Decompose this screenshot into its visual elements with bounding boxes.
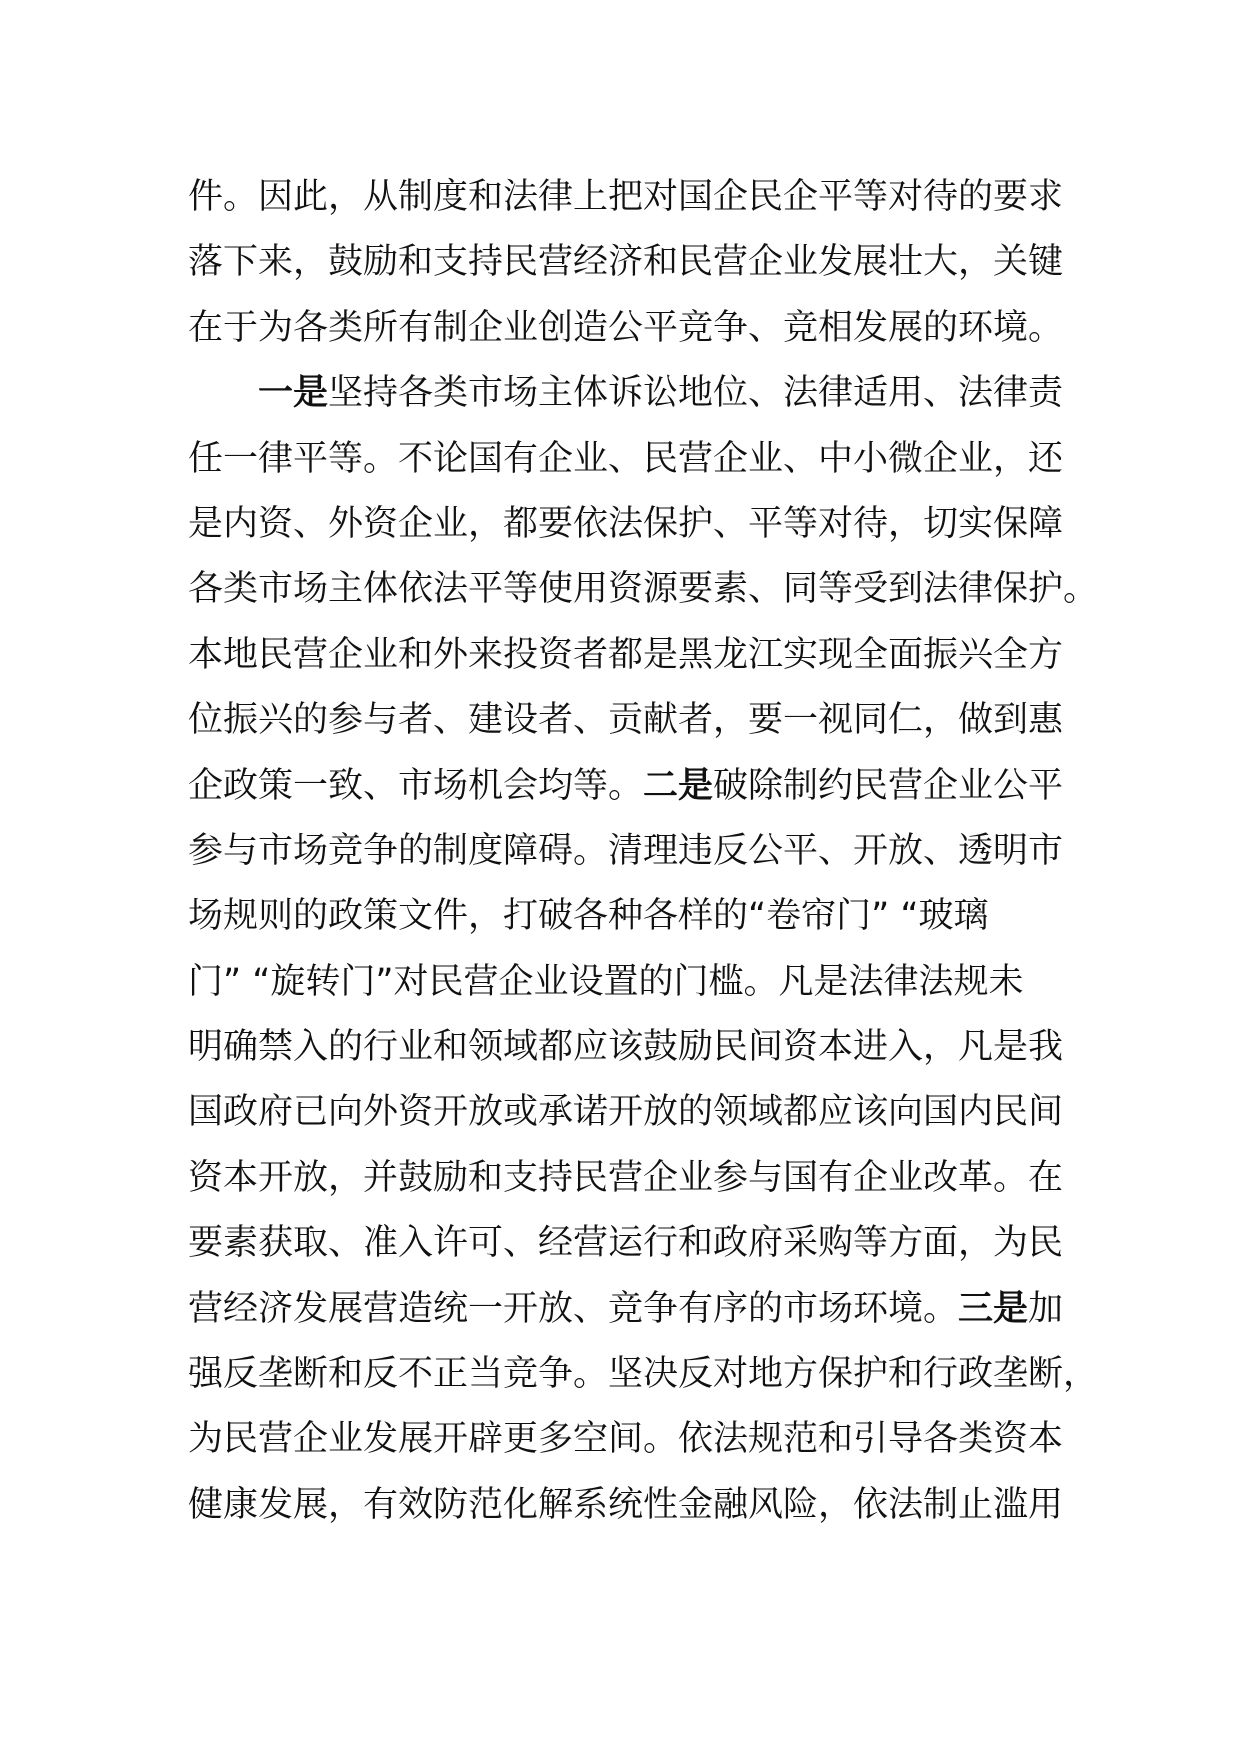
text-line xyxy=(188,884,1088,949)
text-run: 要素获取、准入许可、经营运行和政府采购等方面，为民 xyxy=(188,1223,1064,1264)
text-line xyxy=(188,165,1088,230)
text-line xyxy=(188,361,1088,426)
text-run: 是内资、外资企业，都要依法保护、平等对待，切实保障 xyxy=(188,503,1064,544)
text-line xyxy=(188,1277,1088,1342)
text-line xyxy=(188,557,1099,622)
text-line xyxy=(188,688,1088,753)
emphasis-text: 三是 xyxy=(958,1288,1029,1329)
text-line xyxy=(188,1342,1099,1407)
emphasis-text: 一是 xyxy=(258,373,329,414)
text-run: 各类市场主体依法平等使用资源要素、同等受到法律保护。 xyxy=(188,569,1099,610)
text-run: 参与市场竞争的制度障碍。清理违反公平、开放、透明市 xyxy=(188,830,1064,871)
text-line xyxy=(188,1407,1088,1472)
text-run: 破除制约民营企业公平 xyxy=(713,765,1064,806)
text-run: 在于为各类所有制企业创造公平竞争、竞相发展的环境。 xyxy=(188,307,1064,348)
text-line xyxy=(188,230,1088,295)
text-line xyxy=(188,950,1088,1015)
text-line xyxy=(188,819,1088,884)
text-run: 门” “旋转门”对民营企业设置的门槛。凡是法律法规未 xyxy=(188,961,1024,1002)
text-run: 落下来，鼓励和支持民营经济和民营企业发展壮大，关键 xyxy=(188,242,1064,283)
text-line xyxy=(188,427,1088,492)
text-run: 本地民营企业和外来投资者都是黑龙江实现全面振兴全方 xyxy=(188,634,1064,675)
text-run: 为民营企业发展开辟更多空间。依法规范和引导各类资本 xyxy=(188,1419,1064,1460)
text-run: 坚持各类市场主体诉讼地位、法律适用、法律责 xyxy=(328,373,1064,414)
text-line xyxy=(188,296,1088,361)
text-run: 任一律平等。不论国有企业、民营企业、中小微企业，还 xyxy=(188,438,1064,479)
text-run: 位振兴的参与者、建设者、贡献者，要一视同仁，做到惠 xyxy=(188,700,1064,741)
text-run: 资本开放，并鼓励和支持民营企业参与国有企业改革。在 xyxy=(188,1157,1064,1198)
text-line xyxy=(188,754,1088,819)
text-line xyxy=(188,492,1088,557)
text-line xyxy=(188,623,1088,688)
text-run: 国政府已向外资开放或承诺开放的领域都应该向国内民间 xyxy=(188,1092,1064,1133)
emphasis-text: 二是 xyxy=(643,765,714,806)
text-line xyxy=(188,1146,1088,1211)
text-line xyxy=(188,1211,1088,1276)
text-line xyxy=(188,1473,1088,1538)
text-line xyxy=(188,1080,1088,1145)
text-run: 明确禁入的行业和领域都应该鼓励民间资本进入，凡是我 xyxy=(188,1027,1064,1068)
text-run: 场规则的政策文件，打破各种各样的“卷帘门” “玻璃 xyxy=(188,896,989,937)
text-run: 营经济发展营造统一开放、竞争有序的市场环境。 xyxy=(188,1288,959,1329)
text-run: 件。因此，从制度和法律上把对国企民企平等对待的要求 xyxy=(188,177,1064,217)
text-run: 强反垄断和反不正当竞争。坚决反对地方保护和行政垄断， xyxy=(188,1354,1099,1395)
text-run: 加 xyxy=(1028,1288,1064,1329)
text-run: 健康发展，有效防范化解系统性金融风险，依法制止滥用 xyxy=(188,1484,1064,1525)
text-line xyxy=(188,1015,1088,1080)
text-run: 企政策一致、市场机会均等。 xyxy=(188,765,644,806)
body-text xyxy=(188,165,1099,1538)
